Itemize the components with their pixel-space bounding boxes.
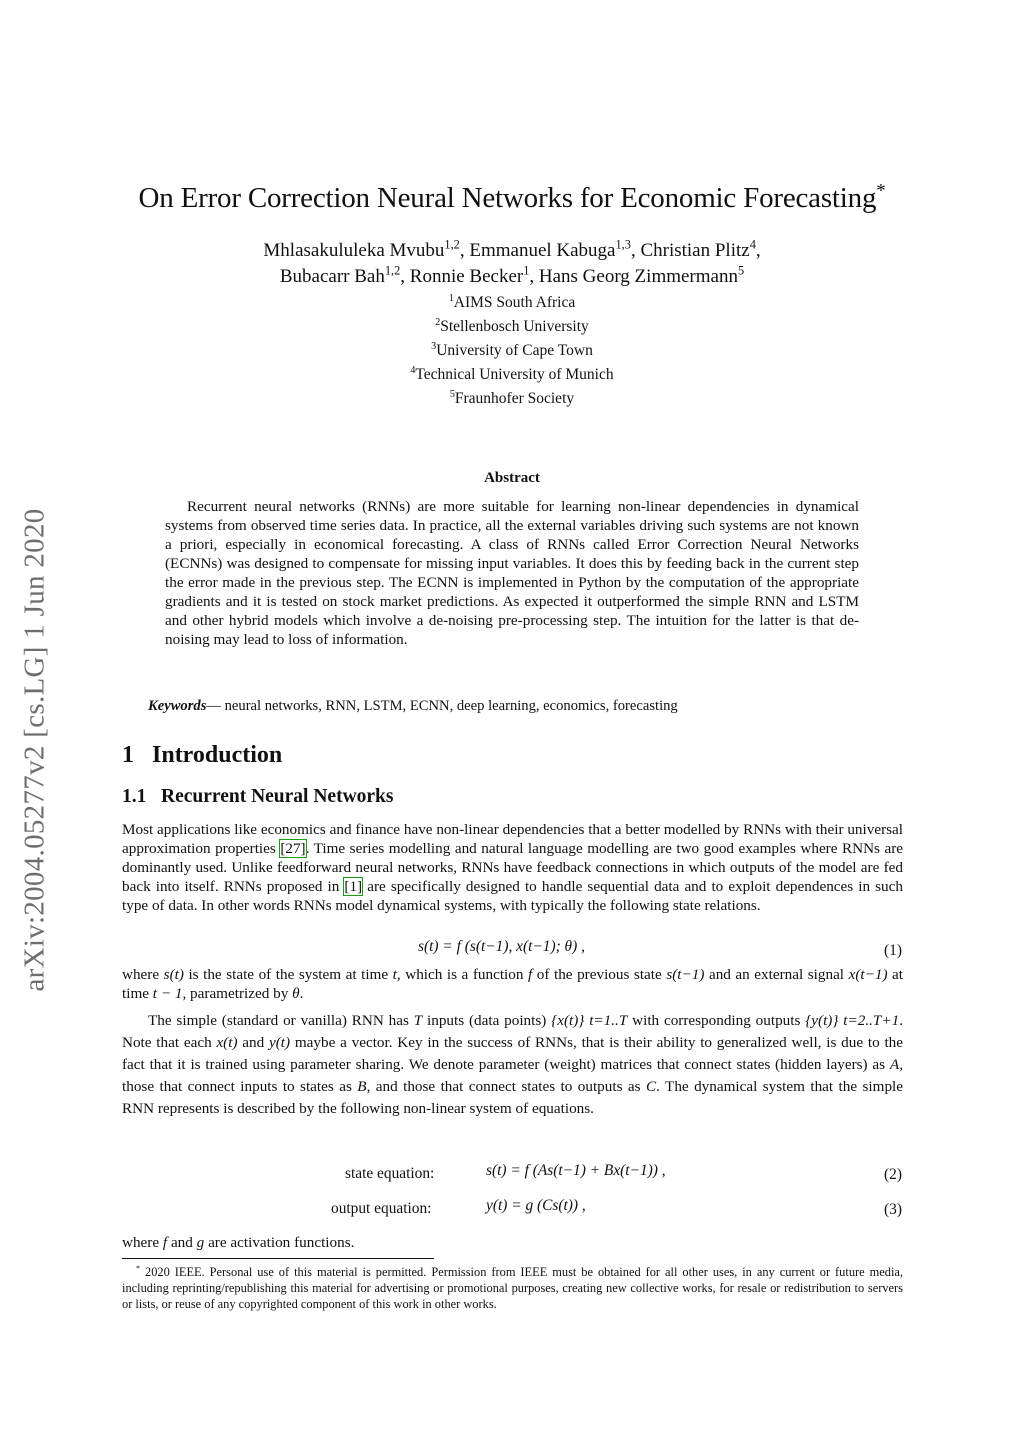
equation-number: (1) <box>884 942 902 959</box>
body-paragraph <box>122 820 903 915</box>
affiliation <box>0 342 1024 360</box>
text-run: and <box>167 1234 197 1251</box>
text-run: . The dynamical system that the simple RNN represents is described by the following non-linear system of equations. <box>122 1078 903 1117</box>
body-paragraph <box>122 965 903 1003</box>
math-var: x(t−1) <box>848 966 888 983</box>
text-run: , parametrized by <box>182 985 293 1002</box>
text-run: inputs (data points) <box>422 1012 552 1029</box>
author-affil: 5 <box>737 263 745 278</box>
math-var: f <box>528 966 533 983</box>
affiliation-number: 3 <box>431 340 437 352</box>
text-run: with corresponding outputs <box>627 1012 806 1029</box>
affiliation-name: University of Cape Town <box>436 342 593 359</box>
keywords-label: Keywords <box>148 698 207 714</box>
affiliation-name: AIMS South Africa <box>453 294 576 311</box>
affiliation <box>0 390 1024 408</box>
text-run: , which is a function <box>396 966 529 983</box>
section-title: Introduction <box>152 742 283 768</box>
text-run: Most applications like economics and finance have non-linear dependencies that a better modelled by RNNs with their universal approximation properties <box>122 821 903 857</box>
text-run: are activation functions. <box>204 1234 355 1251</box>
affiliation-name: Fraunhofer Society <box>454 390 575 407</box>
body-paragraph <box>122 1233 903 1252</box>
paper-title <box>0 182 1024 215</box>
text-run: where <box>122 966 164 983</box>
author: Bubacarr Bah <box>279 266 385 287</box>
affiliation-number: 2 <box>435 316 441 328</box>
abstract-heading: Abstract <box>484 470 540 486</box>
authors-line-1: Mhlasakululeka Mvubu$^{1,2}$, Emmanuel Kabuga$^{1,3}$, Christian Plitz$^4$, <box>263 237 761 261</box>
equation-3-label: output equation: <box>331 1200 432 1217</box>
citation-link[interactable]: [1] <box>344 878 363 895</box>
subsection-heading <box>122 786 394 808</box>
equation-3 <box>486 1197 586 1215</box>
footnote <box>122 1264 903 1312</box>
math-var: t <box>392 966 397 983</box>
text-run: , those that connect inputs to states as <box>122 1056 903 1095</box>
math-var: x(t) <box>216 1034 238 1051</box>
author: Emmanuel Kabuga <box>469 240 616 261</box>
author-affil: 1 <box>523 263 530 278</box>
math-var: f <box>162 1234 168 1251</box>
subsection-number: 1.1 <box>122 786 147 807</box>
author-affil: 1,3 <box>615 237 631 252</box>
affiliation <box>0 294 1024 312</box>
math-var: T <box>413 1012 423 1029</box>
author-affil: 1,2 <box>384 263 401 278</box>
affiliation <box>0 318 1024 336</box>
affiliation-number: 1 <box>448 292 454 304</box>
affiliation <box>0 366 1024 384</box>
equation-number: (3) <box>884 1201 902 1218</box>
affiliation-number: 5 <box>449 388 455 400</box>
arxiv-side-stamp <box>12 461 58 1039</box>
title-footnote-mark: * <box>876 180 886 202</box>
section-heading <box>122 742 282 769</box>
keywords <box>148 698 678 715</box>
text-run: , and those that connect states to outputs as <box>366 1078 646 1095</box>
text-run: and <box>237 1034 269 1051</box>
equation-2-label: state equation: <box>345 1165 435 1182</box>
text-run: and an external signal <box>704 966 849 983</box>
footnote-rule <box>122 1258 434 1259</box>
author: Christian Plitz <box>640 240 750 261</box>
math-var: C <box>645 1078 657 1095</box>
equation-text: y(t) = g (Cs(t)) , <box>486 1197 586 1214</box>
author: Mhlasakululeka Mvubu <box>263 240 445 261</box>
author-affil: 4 <box>749 237 756 252</box>
keywords-list: — neural networks, RNN, LSTM, ECNN, deep learning, economics, forecasting <box>206 698 678 714</box>
affiliation-number: 4 <box>410 364 416 376</box>
title-text: On Error Correction Neural Networks for Economic Forecasting <box>138 182 877 214</box>
authors-line-2: Bubacarr Bah$^{1,2}$, Ronnie Becker$^1$, Hans Georg Zimmermann$^5$ <box>279 263 745 287</box>
text-run: . <box>299 985 304 1002</box>
text-run: is the state of the system at time <box>183 966 393 983</box>
text-run: . Note that each <box>122 1012 904 1051</box>
equation-1 <box>418 938 585 956</box>
text-run: where <box>122 1234 163 1251</box>
body-paragraph <box>122 1010 903 1120</box>
affiliation-name: Stellenbosch University <box>440 318 589 335</box>
math-var: A <box>889 1056 900 1073</box>
math-var: g <box>196 1234 205 1251</box>
author-affil: 1,2 <box>444 237 460 252</box>
equation-number: (2) <box>884 1166 902 1183</box>
author: Ronnie Becker <box>409 266 524 287</box>
subsection-title: Recurrent Neural Networks <box>161 786 394 807</box>
text-run: are specifically designed to handle sequential data and to exploit dependences in such type of data. In other words RNNs model dynamical systems, with typically the following state relations. <box>122 878 903 914</box>
section-number: 1 <box>122 742 134 768</box>
footnote-text: 2020 IEEE. Personal use of this material is permitted. Permission from IEEE must be obtained for all other uses, in any current or future media, including reprinting/republishing this material for advertising or promotional purposes, creating new collective works, for resale or redistribution to servers or lists, or reuse of any copyrighted component of this work in other works. <box>122 1265 903 1311</box>
author: Hans Georg Zimmermann <box>538 266 738 287</box>
math-set: {y(t)} t=2..T+1 <box>805 1012 900 1029</box>
abstract-body: Recurrent neural networks (RNNs) are more suitable for learning non-linear dependencies in dynamical systems from observed time series data. In practice, all the external variables driving such systems are not known a priori, especially in economical forecasting. A class of RNNs called Error Correction Neural Networks (ECNNs) was designed to compensate for missing input variables. It does this by feeding back in the current step the error made in the previous step. The ECNN is implemented in Python by the computation of the appropriate gradients and it is tested on stock market predictions. As expected it outperformed the simple RNN and LSTM and other hybrid models which involve a de-noising pre-processing step. The intuition for the latter is that de-noising may lead to loss of information. <box>165 498 859 648</box>
text-run: The simple (standard or vanilla) RNN has <box>148 1012 414 1029</box>
text-run: of the previous state <box>532 966 667 983</box>
math-var: t − 1 <box>152 985 183 1002</box>
footnote-mark: * <box>136 1263 141 1273</box>
equation-2 <box>486 1162 666 1180</box>
arxiv-identifier: arXiv:2004.05277v2 [cs.LG] 1 Jun 2020 <box>18 508 51 992</box>
text-run: maybe a vector. Key in the success of RNNs, that is their ability to generalized well, is due to the fact that it is trained using parameter sharing. We denote parameter (weight) matrices that connect states (hidden layers) as <box>122 1034 903 1073</box>
equation-text: s(t) = f (s(t−1), x(t−1); θ) , <box>418 938 585 955</box>
math-var: θ <box>292 985 300 1002</box>
math-var: B <box>357 1078 367 1095</box>
text-run: . Time series modelling and natural language modelling are two good examples where RNNs are dominantly used. Unlike feedforward neural networks, RNNs have feedback connections in which outputs of the model are fed back into itself. RNNs proposed in <box>122 840 903 895</box>
affiliation-name: Technical University of Munich <box>415 366 614 383</box>
text-run: at time <box>122 966 904 1002</box>
math-var: s(t) <box>163 966 184 983</box>
math-set: {x(t)} t=1..T <box>551 1012 628 1029</box>
equation-text: s(t) = f (As(t−1) + Bx(t−1)) , <box>486 1162 666 1179</box>
math-var: s(t−1) <box>666 966 705 983</box>
citation-link[interactable]: [27] <box>280 840 306 857</box>
math-var: y(t) <box>269 1034 291 1051</box>
